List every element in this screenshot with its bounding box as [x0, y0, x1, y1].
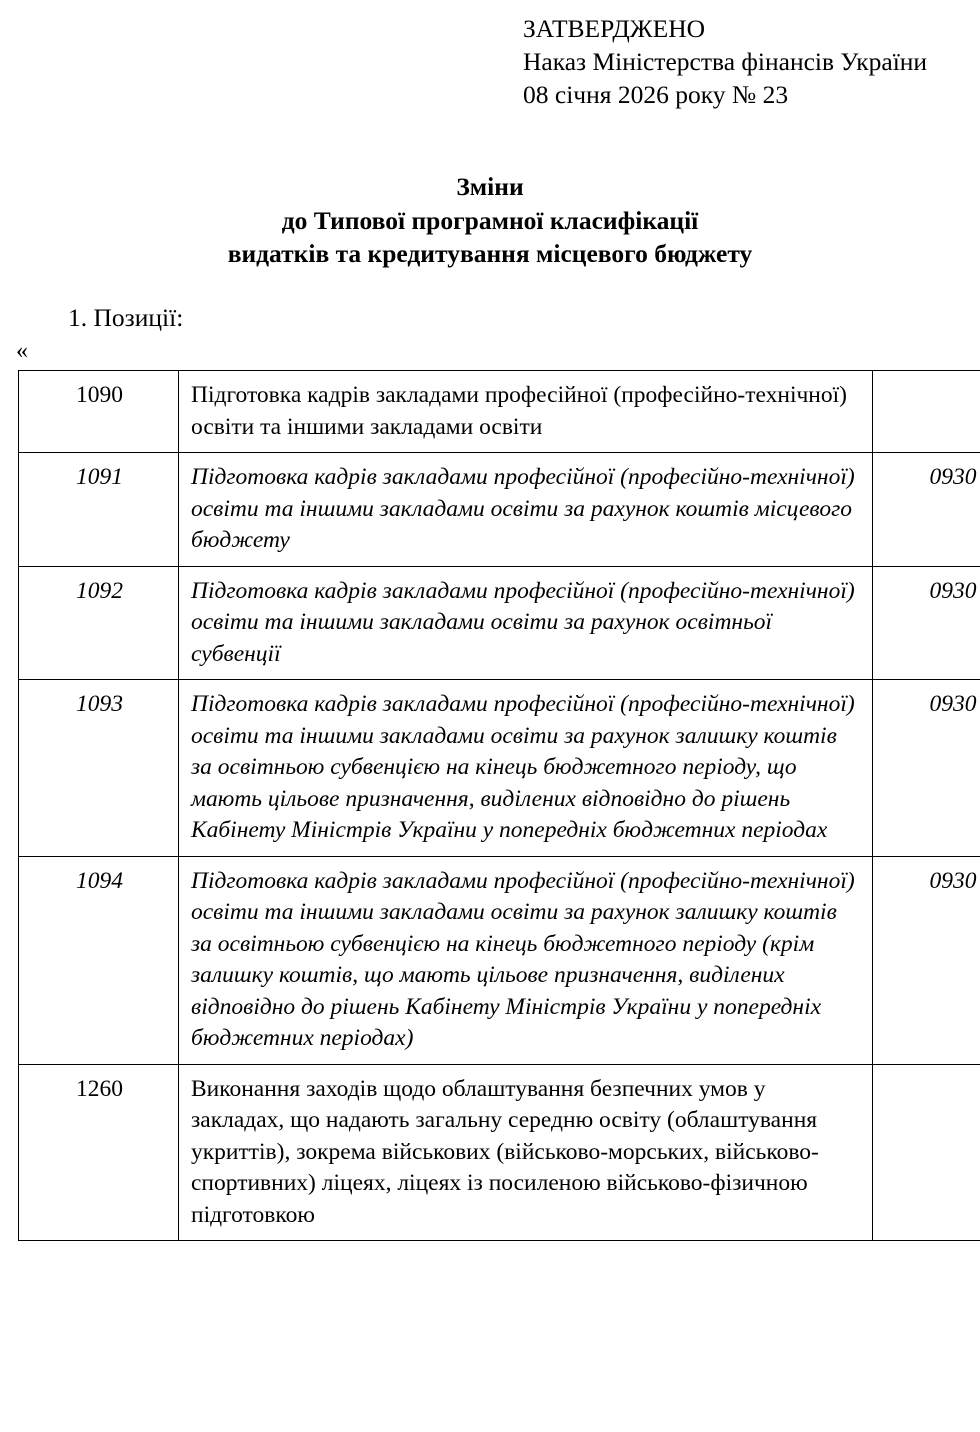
classification-table — [18, 370, 980, 1241]
functional-code-cell — [873, 371, 980, 453]
functional-code-cell: 0930 — [873, 680, 980, 857]
table-row — [19, 1064, 980, 1241]
opening-quote-mark: « — [16, 338, 28, 364]
functional-code-cell: 0930 — [873, 453, 980, 567]
table-row — [19, 453, 980, 567]
table-row — [19, 371, 980, 453]
functional-code-cell: 0930 — [873, 566, 980, 680]
functional-code-cell: 0930 — [873, 856, 980, 1064]
approval-line-2: Наказ Міністерства фінансів України — [523, 47, 928, 76]
table-row — [19, 680, 980, 857]
page-title — [0, 170, 980, 271]
title-line-3: видатків та кредитування місцевого бюджету — [227, 239, 753, 268]
program-name-cell: Виконання заходів щодо облаштування безпечних умов у закладах, що надають загальну середню освіту (облаштування укриттів), зокрема військових (військово-морських, військово-спортивних) ліцеях, ліцеях із посиленою військово-фізичною підготовкою — [179, 1064, 873, 1241]
title-line-2: до Типової програмної класифікації — [281, 205, 699, 235]
functional-code-cell — [873, 1064, 980, 1241]
program-code-cell: 1092 — [19, 566, 179, 680]
table-body — [19, 371, 980, 1241]
program-name-cell: Підготовка кадрів закладами професійної (професійно-технічної) освіти та іншими закладами освіти за рахунок коштів місцевого бюджету — [179, 453, 873, 567]
table-row — [19, 566, 980, 680]
program-code-cell: 1094 — [19, 856, 179, 1064]
program-name-cell: Підготовка кадрів закладами професійної (професійно-технічної) освіти та іншими закладами освіти — [179, 371, 873, 453]
program-name-cell: Підготовка кадрів закладами професійної (професійно-технічної) освіти та іншими закладами освіти за рахунок освітньої субвенції — [179, 566, 873, 680]
title-line-1: Зміни — [456, 172, 524, 201]
table-row — [19, 856, 980, 1064]
program-code-cell: 1260 — [19, 1064, 179, 1241]
program-code-cell: 1091 — [19, 453, 179, 567]
approval-block — [523, 12, 973, 111]
approval-line-3: 08 січня 2026 року № 23 — [523, 80, 789, 109]
approval-line-1: ЗАТВЕРДЖЕНО — [523, 14, 706, 43]
program-name-cell: Підготовка кадрів закладами професійної (професійно-технічної) освіти та іншими закладами освіти за рахунок залишку коштів за освітньою субвенцією на кінець бюджетного періоду (крім залишку коштів, що мають цільове призначення, виділених відповідно до рішень Кабінету Міністрів України у попередніх бюджетних періодах) — [179, 856, 873, 1064]
program-code-cell: 1093 — [19, 680, 179, 857]
clause-heading: 1. Позиції: — [68, 303, 184, 332]
program-name-cell: Підготовка кадрів закладами професійної (професійно-технічної) освіти та іншими закладами освіти за рахунок залишку коштів за освітньою субвенцією на кінець бюджетного періоду, що мають цільове призначення, виділених відповідно до рішень Кабінету Міністрів України у попередніх бюджетних періодах — [179, 680, 873, 857]
program-code-cell: 1090 — [19, 371, 179, 453]
